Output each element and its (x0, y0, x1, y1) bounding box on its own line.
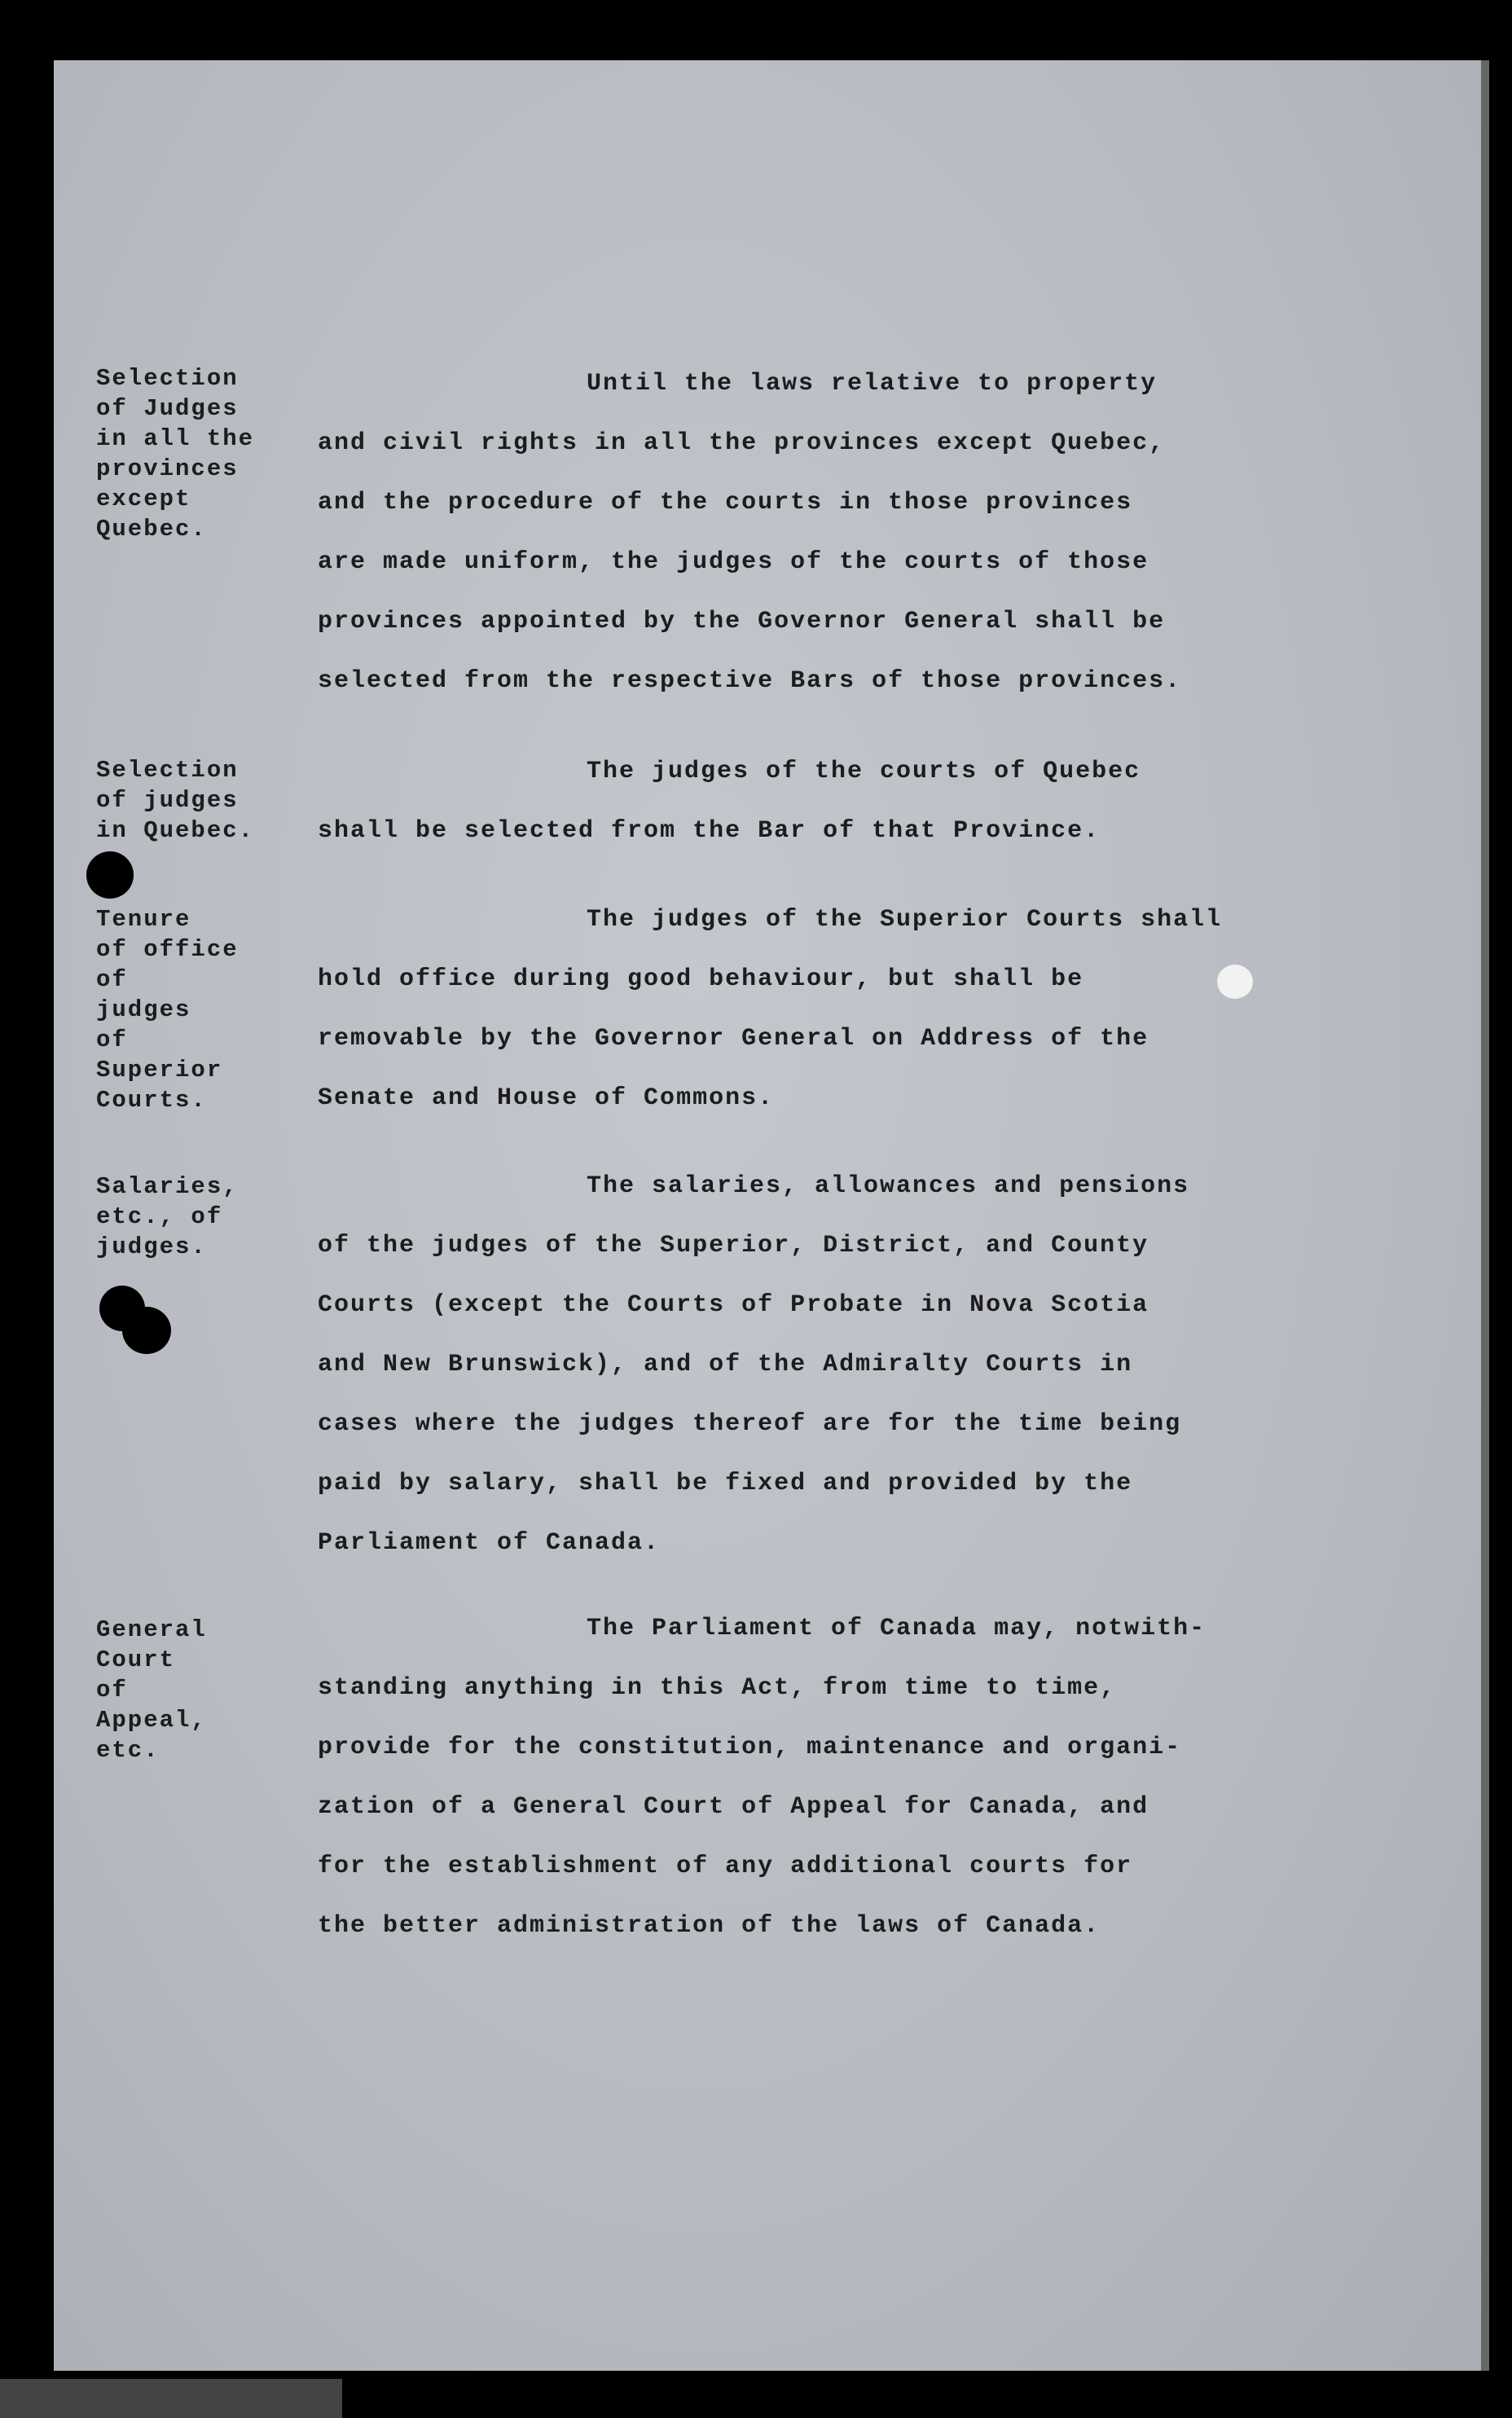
paragraph (318, 1157, 1360, 1573)
paragraph-line: for the establishment of any additional courts for (318, 1853, 1133, 1880)
paragraph-line: Senate and House of Commons. (318, 1084, 775, 1112)
paragraph-line: and New Brunswick), and of the Admiralty Courts in (318, 1351, 1133, 1378)
paragraph-line: selected from the respective Bars of those provinces. (318, 667, 1182, 695)
paragraph-line: The judges of the courts of Quebec (587, 758, 1141, 785)
margin-note: Salaries, etc., of judges. (96, 1173, 239, 1260)
paragraph-line: The salaries, allowances and pensions (587, 1172, 1190, 1200)
paragraph-line: paid by salary, shall be fixed and provided by the (318, 1470, 1133, 1497)
paragraph-line: of the judges of the Superior, District, and County (318, 1232, 1149, 1260)
punch-hole (86, 851, 134, 899)
paragraph-line: and civil rights in all the provinces except Quebec, (318, 429, 1166, 457)
margin-note: Selection of Judges in all the provinces except Quebec. (96, 365, 255, 543)
paragraph-line: hold office during good behaviour, but shall be (318, 965, 1084, 993)
paragraph-line: shall be selected from the Bar of that Province. (318, 817, 1101, 845)
film-strip-edge (0, 2379, 342, 2418)
punch-hole (122, 1307, 171, 1354)
paragraph-line: zation of a General Court of Appeal for Canada, and (318, 1793, 1149, 1821)
paragraph-line: removable by the Governor General on Address of the (318, 1025, 1149, 1053)
paragraph (318, 1599, 1360, 1956)
paragraph (318, 890, 1360, 1128)
paragraph-line: provinces appointed by the Governor General shall be (318, 608, 1166, 635)
margin-note: Tenure of office of judges of Superior Courts. (96, 906, 239, 1114)
paragraph-line: The Parliament of Canada may, notwith- (587, 1615, 1207, 1642)
paragraph-line: cases where the judges thereof are for the time being (318, 1410, 1182, 1438)
margin-note: Selection of judges in Quebec. (96, 757, 255, 844)
paragraph-line: provide for the constitution, maintenance and organi- (318, 1734, 1182, 1761)
paragraph-line: and the procedure of the courts in those provinces (318, 489, 1133, 517)
paragraph-line: are made uniform, the judges of the courts of those (318, 548, 1149, 576)
page-edge (1481, 60, 1489, 2371)
paragraph (318, 354, 1360, 711)
paragraph (318, 742, 1360, 861)
margin-note: General Court of Appeal, etc. (96, 1616, 207, 1764)
paragraph-line: Until the laws relative to property (587, 370, 1158, 398)
paragraph-line: Parliament of Canada. (318, 1529, 661, 1557)
paragraph-line: The judges of the Superior Courts shall (587, 906, 1223, 934)
paper-speck (1217, 965, 1253, 999)
paragraph-line: Courts (except the Courts of Probate in Nova Scotia (318, 1291, 1149, 1319)
paragraph-line: the better administration of the laws of Canada. (318, 1912, 1101, 1940)
paragraph-line: standing anything in this Act, from time to time, (318, 1674, 1117, 1702)
